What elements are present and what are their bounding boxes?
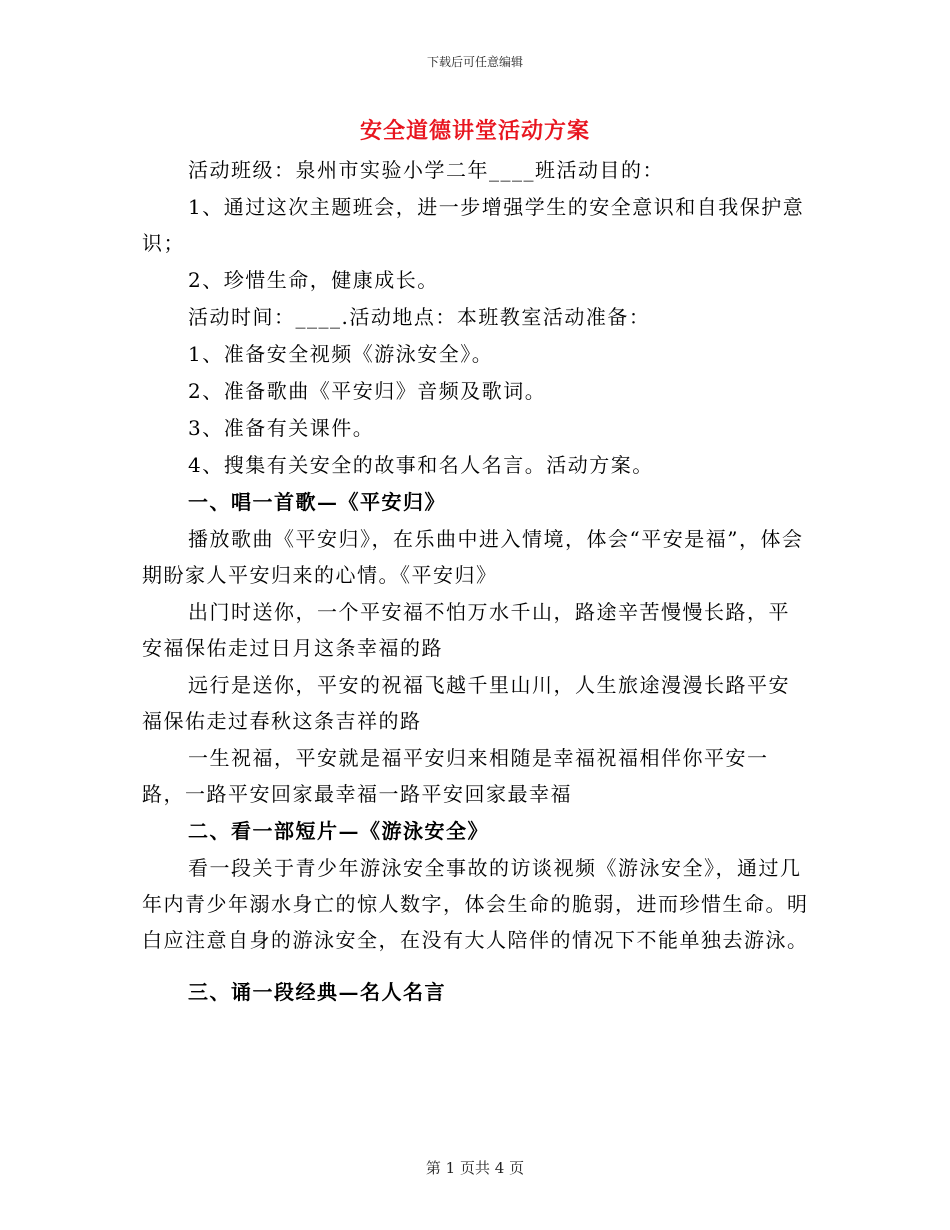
paragraph-prep-2: 2、准备歌曲《平安归》音频及歌词。 [188, 379, 547, 403]
document-body [142, 152, 810, 1010]
section-heading-2: 二、看一部短片—《游泳安全》 [188, 819, 489, 843]
paragraph-prep-3: 3、准备有关课件。 [188, 416, 375, 440]
document-title: 安全道德讲堂活动方案 [359, 118, 590, 144]
page-header-note: 下载后可任意编辑 [426, 55, 523, 69]
paragraph-prep-1: 1、准备安全视频《游泳安全》。 [188, 342, 494, 366]
paragraph-class-info: 活动班级：泉州市实验小学二年____班活动目的： [188, 158, 664, 182]
paragraph-time-place: 活动时间：____.活动地点：本班教室活动准备： [188, 305, 651, 329]
page-number: 第 1 页共 4 页 [425, 1159, 525, 1177]
paragraph-prep-4: 4、搜集有关安全的故事和名人名言。活动方案。 [188, 453, 654, 477]
paragraph-lyrics-2: 远行是送你，平安的祝福飞越千里山川，人生旅途漫漫长路平安福保佑走过春秋这条吉祥的路 [142, 673, 790, 733]
paragraph-lyrics-1: 出门时送你，一个平安福不怕万水千山，路途辛苦慢慢长路，平安福保佑走过日月这条幸福的路 [142, 600, 790, 660]
paragraph-goal-2: 2、珍惜生命，健康成长。 [188, 268, 439, 292]
paragraph-song-intro: 播放歌曲《平安归》，在乐曲中进入情境，体会“平安是福”，体会期盼家人平安归来的心情。《平安归》 [142, 527, 804, 587]
section-heading-3: 三、诵一段经典—名人名言 [188, 980, 446, 1004]
paragraph-goal-1: 1、通过这次主题班会，进一步增强学生的安全意识和自我保护意识； [142, 195, 805, 255]
paragraph-lyrics-3: 一生祝福，平安就是福平安归来相随是幸福祝福相伴你平安一路，一路平安回家最幸福一路平安回家最幸福 [142, 746, 769, 806]
paragraph-video: 看一段关于青少年游泳安全事故的访谈视频《游泳安全》，通过几年内青少年溺水身亡的惊人数字，体会生命的脆弱，进而珍惜生命。明白应注意自身的游泳安全，在没有大人陪伴的情况下不能单独去游泳。 [142, 856, 809, 952]
section-heading-1: 一、唱一首歌—《平安归》 [188, 490, 446, 514]
